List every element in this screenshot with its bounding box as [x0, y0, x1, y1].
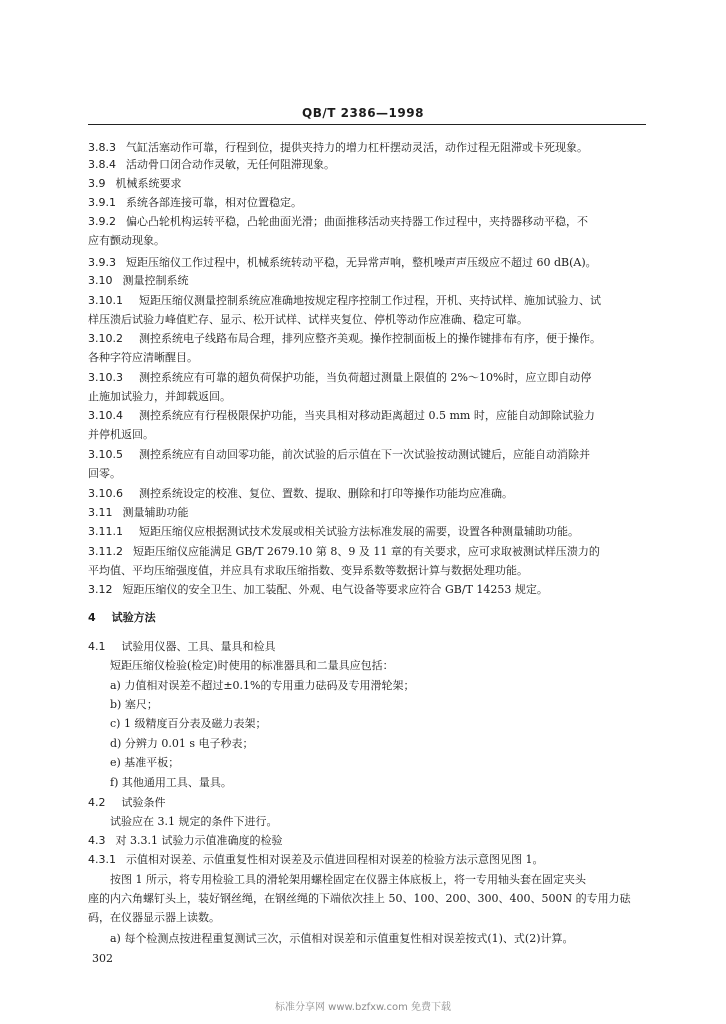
list-item-f: [110, 776, 670, 790]
clause-text: 测控系统应有自动回零功能，前次试验的后示值在下一次试验按动测试键后，应能自动消除并: [139, 448, 590, 461]
clause-text: 对 3.3.1 试验力示值准确度的检验: [115, 834, 283, 847]
list-item-e: [110, 756, 670, 770]
standard-number-header: QB/T 2386—1998: [302, 106, 424, 120]
clause-number: 3.9.3: [88, 256, 116, 269]
clause-text: 系统各部连接可靠，相对位置稳定。: [126, 196, 302, 209]
section-3-10: [88, 274, 648, 288]
list-item-d: [110, 737, 670, 751]
clause-text: 测控系统应有可靠的超负荷保护功能，当负荷超过测量上限值的 2%～10%时，应立即自动停: [139, 371, 592, 384]
list-item-c: [110, 717, 670, 731]
list-item-text: d) 分辨力 0.01 s 电子秒表；: [110, 737, 254, 750]
clause-number: 3.12: [88, 583, 113, 596]
clause-number: 3.8.4: [88, 158, 116, 171]
clause-number: 3.10.4: [88, 409, 123, 422]
clause-text: 短距压缩仪测量控制系统应准确地按规定程序控制工作过程，开机、夹持试样、施加试验力、试: [139, 294, 601, 307]
page-number: 302: [92, 952, 113, 965]
list-item-text: f) 其他通用工具、量具。: [110, 776, 232, 789]
clause-text: 回零。: [88, 467, 121, 480]
list-item-text: c) 1 级精度百分表及磁力表架；: [110, 717, 267, 730]
clause-text: 机械系统要求: [115, 177, 182, 190]
header-rule: [88, 124, 646, 125]
clause-3-10-2: [88, 332, 648, 346]
clause-3-12: [88, 583, 648, 597]
clause-number: 3.10.6: [88, 487, 123, 500]
clause-number: 3.11: [88, 506, 113, 519]
clause-text: 短距压缩仪工作过程中，机械系统转动平稳，无异常声响，整机噪声声压级应不超过 60 dB(A)。: [126, 256, 597, 269]
clause-text: 气缸活塞动作可靠，行程到位，提供夹持力的增力杠杆摆动灵活，动作过程无阻滞或卡死现象。: [126, 141, 588, 154]
clause-text: 测控系统设定的校准、复位、置数、提取、删除和打印等操作功能均应准确。: [139, 487, 513, 500]
clause-number: 3.9.1: [88, 196, 116, 209]
section-3-9: [88, 177, 648, 191]
section-4-1: [88, 640, 648, 654]
clause-text: 示值相对误差、示值重复性相对误差及示值进回程相对误差的检验方法示意图见图 1。: [126, 853, 544, 866]
clause-3-8-4: [88, 158, 648, 172]
clause-3-10-4-cont: [88, 428, 648, 442]
clause-4-3-1: [88, 853, 648, 867]
list-item-text: e) 基准平板；: [110, 756, 180, 769]
section-4-2-body: [110, 815, 670, 829]
section-4-3: [88, 834, 648, 848]
clause-3-10-6: [88, 487, 648, 501]
clause-text: a) 每个检测点按进程重复测试三次，示值相对误差和示值重复性相对误差按式(1)、式(2)计算。: [110, 932, 574, 945]
list-item-a: [110, 679, 670, 693]
clause-3-10-3-cont: [88, 390, 648, 404]
clause-number: 4.3.1: [88, 853, 116, 866]
clause-4-3-1-body-2: [88, 892, 648, 906]
clause-number: 3.11.2: [88, 545, 123, 558]
clause-text: 各种字符应清晰醒目。: [88, 351, 198, 364]
watermark-text: 标准分享网 www.bzfxw.com 免费下载: [275, 1002, 451, 1013]
clause-3-9-1: [88, 196, 648, 210]
clause-number: 3.8.3: [88, 141, 116, 154]
clause-text: 平均值、平均压缩强度值，并应具有求取压缩指数、变异系数等数据计算与数据处理功能。: [88, 564, 528, 577]
clause-3-10-5-cont: [88, 467, 648, 481]
clause-number: 3.10.5: [88, 448, 123, 461]
clause-number: 3.9.2: [88, 215, 116, 228]
clause-text: 试验方法: [111, 611, 156, 624]
clause-text: 按图 1 所示，将专用检验工具的滑轮架用螺栓固定在仪器主体底板上，将一专用轴头套在固定夹头: [110, 873, 586, 886]
clause-text: 短距压缩仪检验(检定)时使用的标准器具和二量具应包括：: [110, 659, 394, 672]
clause-3-10-1-cont: [88, 313, 648, 327]
clause-text: 并停机返回。: [88, 428, 154, 441]
clause-3-10-1: [88, 294, 648, 308]
list-item-b: [110, 698, 670, 712]
clause-number: 4.2: [88, 796, 106, 809]
clause-number: 3.10: [88, 274, 113, 287]
clause-text: 短距压缩仪的安全卫生、加工装配、外观、电气设备等要求应符合 GB/T 14253 规定。: [122, 583, 548, 596]
section-4-2: [88, 796, 648, 810]
clause-3-10-4: [88, 409, 648, 423]
clause-3-10-5: [88, 448, 648, 462]
clause-3-9-2-cont: [88, 234, 648, 248]
clause-3-10-2-cont: [88, 351, 648, 365]
clause-4-3-1-body-1: [110, 873, 670, 887]
clause-number: 4: [88, 611, 96, 624]
clause-text: 样压溃后试验力峰值贮存、显示、松开试样、试样夹复位、停机等动作应准确、稳定可靠。: [88, 313, 528, 326]
clause-text: 短距压缩仪应能满足 GB/T 2679.10 第 8、9 及 11 章的有关要求，应可求取被测试样压溃力的: [133, 545, 600, 558]
clause-3-8-3: [88, 141, 648, 155]
clause-4-3-1-item-a: [110, 932, 670, 946]
clause-3-11-1: [88, 525, 648, 539]
clause-text: 试验应在 3.1 规定的条件下进行。: [110, 815, 278, 828]
clause-text: 座的内六角螺钉头上，装好钢丝绳，在钢丝绳的下端依次挂上 50、100、200、300、400、500N 的专用力砝: [88, 892, 631, 905]
clause-3-10-3: [88, 371, 648, 385]
clause-text: 短距压缩仪应根据测试技术发展或相关试验方法标准发展的需要，设置各种测量辅助功能。: [139, 525, 579, 538]
clause-text: 偏心凸轮机构运转平稳，凸轮曲面光滑；曲面推移活动夹持器工作过程中，夹持器移动平稳，不: [126, 215, 588, 228]
clause-number: 4.3: [88, 834, 106, 847]
clause-number: 3.11.1: [88, 525, 123, 538]
clause-number: 3.10.1: [88, 294, 123, 307]
clause-text: 测量控制系统: [122, 274, 189, 287]
section-4-1-intro: [110, 659, 670, 673]
clause-text: 试验条件: [121, 796, 166, 809]
clause-text: 测量辅助功能: [122, 506, 189, 519]
clause-number: 3.9: [88, 177, 106, 190]
clause-3-11-2-cont: [88, 564, 648, 578]
clause-text: 止施加试验力，并卸载返回。: [88, 390, 231, 403]
clause-3-9-3: [88, 256, 648, 270]
clause-number: 4.1: [88, 640, 106, 653]
clause-number: 3.10.3: [88, 371, 123, 384]
list-item-text: a) 力值相对误差不超过±0.1%的专用重力砝码及专用滑轮架；: [110, 679, 415, 692]
clause-text: 测控系统应有行程极限保护功能，当夹具相对移动距离超过 0.5 mm 时，应能自动卸除试验力: [139, 409, 595, 422]
clause-text: 测控系统电子线路布局合理，排列应整齐美观。操作控制面板上的操作键排布有序，便于操作。: [139, 332, 601, 345]
clause-number: 3.10.2: [88, 332, 123, 345]
chapter-4-heading: [88, 611, 648, 625]
section-3-11: [88, 506, 648, 520]
clause-text: 活动骨口闭合动作灵敏，无任何阻滞现象。: [126, 158, 335, 171]
clause-4-3-1-body-3: [88, 911, 648, 925]
clause-text: 码，在仪器显示器上读数。: [88, 911, 220, 924]
clause-text: 应有颤动现象。: [88, 234, 165, 247]
clause-3-11-2: [88, 545, 648, 559]
list-item-text: b) 塞尺；: [110, 698, 158, 711]
clause-3-9-2: [88, 215, 648, 229]
clause-text: 试验用仪器、工具、量具和检具: [121, 640, 276, 653]
